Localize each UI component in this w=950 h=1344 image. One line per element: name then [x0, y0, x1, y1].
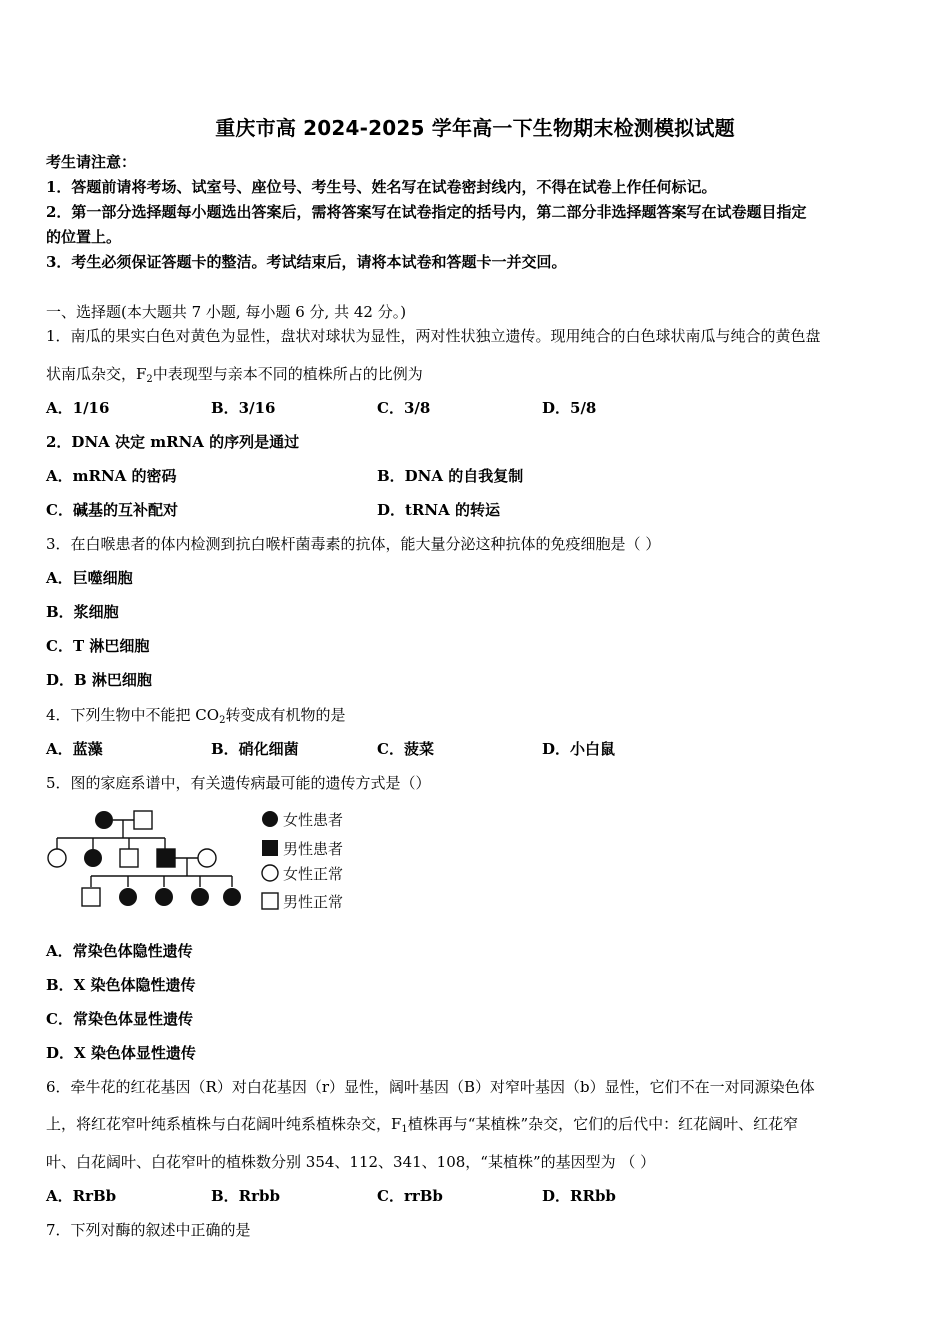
normal-male-symbol [134, 811, 152, 829]
q4-option-a[interactable]: A．蓝藻 [46, 740, 103, 758]
question-4-stem: 4．下列生物中不能把 $CO_2$转变成有机物的是 [46, 706, 346, 726]
legend-normal-female: 女性正常 [283, 865, 344, 883]
normal-male-symbol [82, 888, 100, 906]
page-title: 重庆市高 2024-2025 学年高一下生物期末检测模拟试题 [215, 116, 735, 140]
q4-option-c[interactable]: C．菠菜 [377, 740, 434, 758]
q2-option-b[interactable]: B．DNA 的自我复制 [377, 467, 524, 485]
q3-option-a[interactable]: A．巨噬细胞 [46, 569, 133, 587]
section-heading: 一、选择题(本大题共 7 小题, 每小题 6 分, 共 42 分。) [46, 303, 407, 321]
question-5-stem: 5．图的家庭系谱中，有关遗传病最可能的遗传方式是（） [46, 774, 431, 792]
q6-option-b[interactable]: B．Rrbb [211, 1187, 281, 1205]
q2-option-d[interactable]: D．tRNA 的转运 [377, 501, 500, 519]
question-7-stem: 7．下列对酶的叙述中正确的是 [46, 1221, 251, 1239]
notice-item: 3．考生必须保证答题卡的整洁。考试结束后，请将本试卷和答题卡一并交回。 [46, 253, 567, 271]
legend-normal-male-icon [262, 893, 278, 909]
question-6-line1: 6．牵牛花的红花基因（R）对白花基因（r）显性，阔叶基因（B）对窄叶基因（b）显性，它们不在一对同源染色体 [46, 1078, 815, 1096]
affected-female-symbol [191, 888, 209, 906]
legend-affected-female: 女性患者 [283, 811, 344, 829]
question-6-line3: 叶、白花阔叶、白花窄叶的植株数分别 354、112、341、108，“某植株”的基因型为 （ ） [46, 1153, 656, 1171]
q5-option-c[interactable]: C．常染色体显性遗传 [46, 1010, 193, 1028]
normal-female-symbol [48, 849, 66, 867]
affected-male-symbol [157, 849, 175, 867]
q1-option-a[interactable]: A．1/16 [46, 399, 110, 417]
q5-option-a[interactable]: A．常染色体隐性遗传 [46, 942, 193, 960]
q4-option-d[interactable]: D．小白鼠 [542, 740, 616, 758]
q2-option-a[interactable]: A．mRNA 的密码 [46, 467, 177, 485]
question-1-line1: 1．南瓜的果实白色对黄色为显性，盘状对球状为显性，两对性状独立遗传。现用纯合的白色球状南瓜与纯合的黄色盘 [46, 327, 821, 345]
legend-affected-male-icon [262, 840, 278, 856]
affected-female-symbol [95, 811, 113, 829]
q5-option-b[interactable]: B．X 染色体隐性遗传 [46, 976, 196, 994]
question-1-line2: 状南瓜杂交，$F_2$中表现型与亲本不同的植株所占的比例为 [46, 365, 423, 385]
q6-option-c[interactable]: C．rrBb [377, 1187, 443, 1205]
notice-heading: 考生请注意： [46, 153, 137, 171]
normal-female-symbol [198, 849, 216, 867]
affected-female-symbol [119, 888, 137, 906]
affected-female-symbol [84, 849, 102, 867]
q6-option-d[interactable]: D．RRbb [542, 1187, 616, 1205]
pedigree-chart [40, 800, 370, 920]
q5-option-d[interactable]: D．X 染色体显性遗传 [46, 1044, 196, 1062]
affected-female-symbol [223, 888, 241, 906]
q3-option-c[interactable]: C．T 淋巴细胞 [46, 637, 150, 655]
q1-option-d[interactable]: D．5/8 [542, 399, 597, 417]
affected-female-symbol [155, 888, 173, 906]
legend-normal-male: 男性正常 [283, 893, 344, 911]
q6-option-a[interactable]: A．RrBb [46, 1187, 117, 1205]
legend-affected-male: 男性患者 [283, 840, 344, 858]
q3-option-d[interactable]: D．B 淋巴细胞 [46, 671, 152, 689]
legend-normal-female-icon [262, 865, 278, 881]
q3-option-b[interactable]: B．浆细胞 [46, 603, 119, 621]
q1-option-b[interactable]: B．3/16 [211, 399, 276, 417]
notice-item: 的位置上。 [46, 228, 122, 246]
question-6-line2: 上，将红花窄叶纯系植株与白花阔叶纯系植株杂交，$F_1$植株再与“某植株”杂交，它们的后代中：红花阔叶、红花窄 [46, 1115, 799, 1135]
notice-item: 2．第一部分选择题每小题选出答案后，需将答案写在试卷指定的括号内，第二部分非选择题答案写在试卷题目指定 [46, 203, 807, 221]
legend-affected-female-icon [262, 811, 278, 827]
q4-option-b[interactable]: B．硝化细菌 [211, 740, 299, 758]
notice-item: 1．答题前请将考场、试室号、座位号、考生号、姓名写在试卷密封线内，不得在试卷上作任何标记。 [46, 178, 717, 196]
q1-option-c[interactable]: C．3/8 [377, 399, 431, 417]
normal-male-symbol [120, 849, 138, 867]
question-2-stem: 2．DNA 决定 mRNA 的序列是通过 [46, 433, 300, 451]
q2-option-c[interactable]: C．碱基的互补配对 [46, 501, 178, 519]
question-3-stem: 3．在白喉患者的体内检测到抗白喉杆菌毒素的抗体，能大量分泌这种抗体的免疫细胞是（ ） [46, 535, 661, 553]
